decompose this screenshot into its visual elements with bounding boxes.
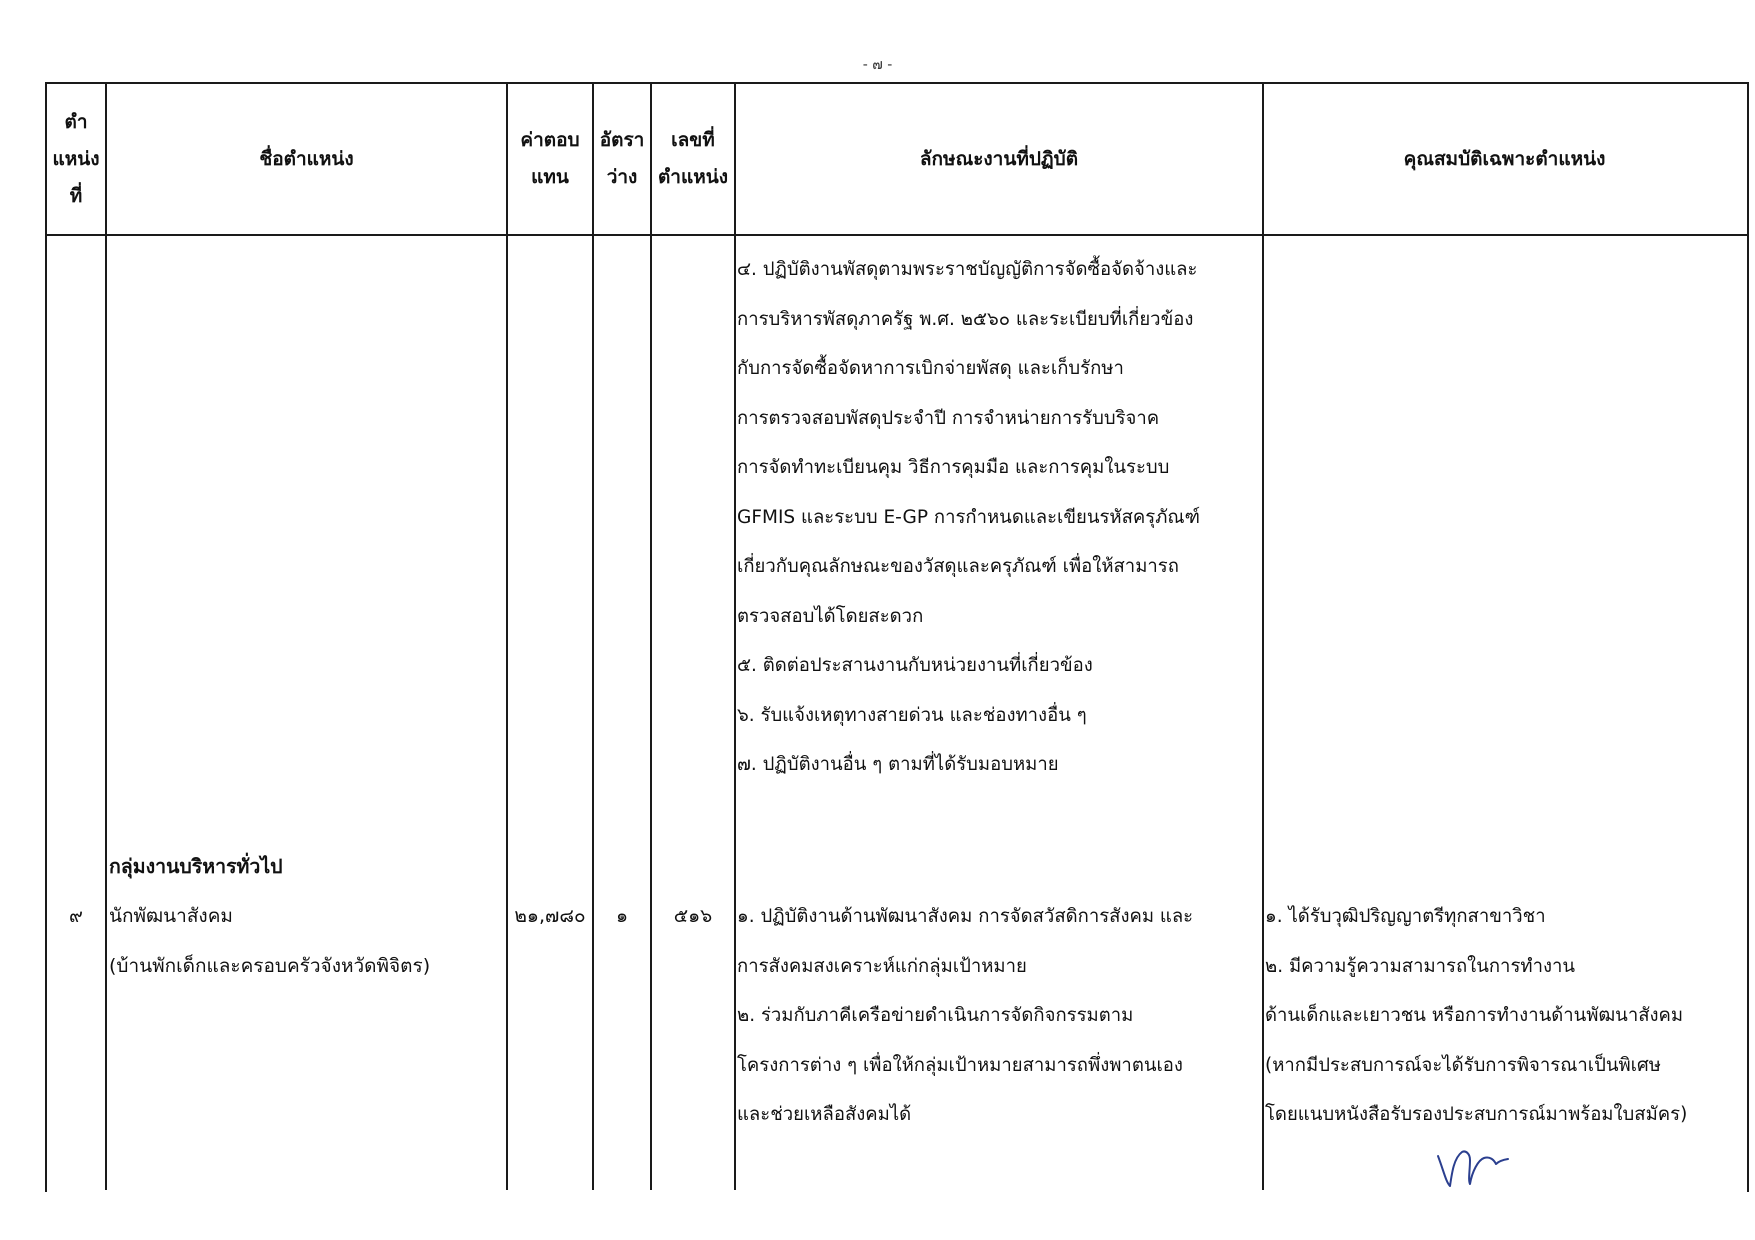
qualification-line: ด้านเด็กและเยาวชน หรือการทำงานด้านพัฒนาสังคม [1265,1005,1684,1026]
row-position-code: ๕๑๖ [673,905,713,927]
header-divider [45,234,1747,236]
duty-line: ๑. ปฏิบัติงานด้านพัฒนาสังคม การจัดสวัสดิการสังคม และ [737,906,1194,927]
duty-line: และช่วยเหลือสังคมได้ [737,1104,912,1125]
column-divider [1262,82,1264,1190]
duty-line: ๖. รับแจ้งเหตุทางสายด่วน และช่องทางอื่น ๆ [737,704,1087,726]
header-vacancy-line: อัตรา [599,129,645,151]
column-divider [734,82,736,1190]
header-position-no [47,84,105,234]
row-vacancy: ๑ [615,905,629,927]
duty-line: การจัดทำทะเบียนคุม วิธีการคุมมือ และการคุมในระบบ [737,457,1170,478]
duty-line: โครงการต่าง ๆ เพื่อให้กลุ่มเป้าหมายสามารถพึ่งพาตนเอง [737,1054,1183,1076]
header-qualifications [1264,84,1745,234]
position-title: นักพัฒนาสังคม [109,905,233,927]
header-position-no-line: ตำ [64,110,88,133]
duty-line: กับการจัดซื้อจัดหาการเบิกจ่ายพัสดุ และเก็บรักษา [737,358,1124,379]
page-number: - ๗ - [862,57,893,73]
header-position-name [107,84,506,234]
header-compensation-line: แทน [531,166,569,188]
row-duties [737,892,1193,1140]
column-divider [592,82,594,1190]
header-position-code-line: ตำแหน่ง [657,166,729,188]
duty-line: ๔. ปฏิบัติงานพัสดุตามพระราชบัญญัติการจัดซื้อจัดจ้างและ [737,259,1198,280]
duty-line: การตรวจสอบพัสดุประจำปี การจำหน่ายการรับบริจาค [737,407,1160,429]
header-vacancy-line: ว่าง [606,166,638,188]
header-position-no-line: แหน่ง [52,147,100,170]
header-compensation [508,84,592,234]
duty-line: เกี่ยวกับคุณลักษณะของวัสดุและครุภัณฑ์ เพื่อให้สามารถ [737,556,1179,577]
qualification-line: โดยแนบหนังสือรับรองประสบการณ์มาพร้อมใบสมัคร) [1265,1104,1688,1125]
duty-line: GFMIS และระบบ E-GP การกำหนดและเขียนรหัสครุภัณฑ์ [737,506,1200,528]
header-position-code-line: เลขที่ [671,129,715,151]
continued-duties [737,245,1200,790]
column-divider [506,82,508,1190]
qualification-line: ๑. ได้รับวุฒิปริญญาตรีทุกสาขาวิชา [1265,906,1546,927]
header-job-description-text: ลักษณะงานที่ปฏิบัติ [919,147,1079,170]
header-qualifications-text: คุณสมบัติเฉพาะตำแหน่ง [1403,147,1606,170]
duty-line: ๒. ร่วมกับภาคีเครือข่ายดำเนินการจัดกิจกรรมตาม [737,1005,1134,1026]
handwritten-signature [1432,1142,1512,1190]
header-position-name-text: ชื่อตำแหน่ง [259,147,354,170]
header-position-no-line: ที่ [69,184,83,207]
header-vacancy [594,84,650,234]
header-compensation-line: ค่าตอบ [520,129,580,151]
row-compensation: ๒๑,๗๘๐ [514,905,586,927]
duty-line: ๗. ปฏิบัติงานอื่น ๆ ตามที่ได้รับมอบหมาย [737,754,1059,775]
group-heading: กลุ่มงานบริหารทั่วไป [109,855,283,878]
column-divider [650,82,652,1190]
duty-line: ตรวจสอบได้โดยสะดวก [737,605,924,627]
row-qualifications [1265,892,1687,1140]
qualification-line: ๒. มีความรู้ความสามารถในการทำงาน [1265,955,1576,977]
row-position-name [109,892,430,991]
qualification-line: (หากมีประสบการณ์จะได้รับการพิจารณาเป็นพิเศษ [1265,1054,1661,1076]
column-divider [105,82,107,1190]
row-position-no: ๙ [69,905,83,927]
header-position-code [652,84,734,234]
header-job-description [736,84,1262,234]
duty-line: การสังคมสงเคราะห์แก่กลุ่มเป้าหมาย [737,955,1027,977]
position-unit: (บ้านพักเด็กและครอบครัวจังหวัดพิจิตร) [109,954,431,977]
duty-line: ๕. ติดต่อประสานงานกับหน่วยงานที่เกี่ยวข้อง [737,655,1093,676]
duty-line: การบริหารพัสดุภาครัฐ พ.ศ. ๒๕๖๐ และระเบียบที่เกี่ยวข้อง [737,308,1194,330]
